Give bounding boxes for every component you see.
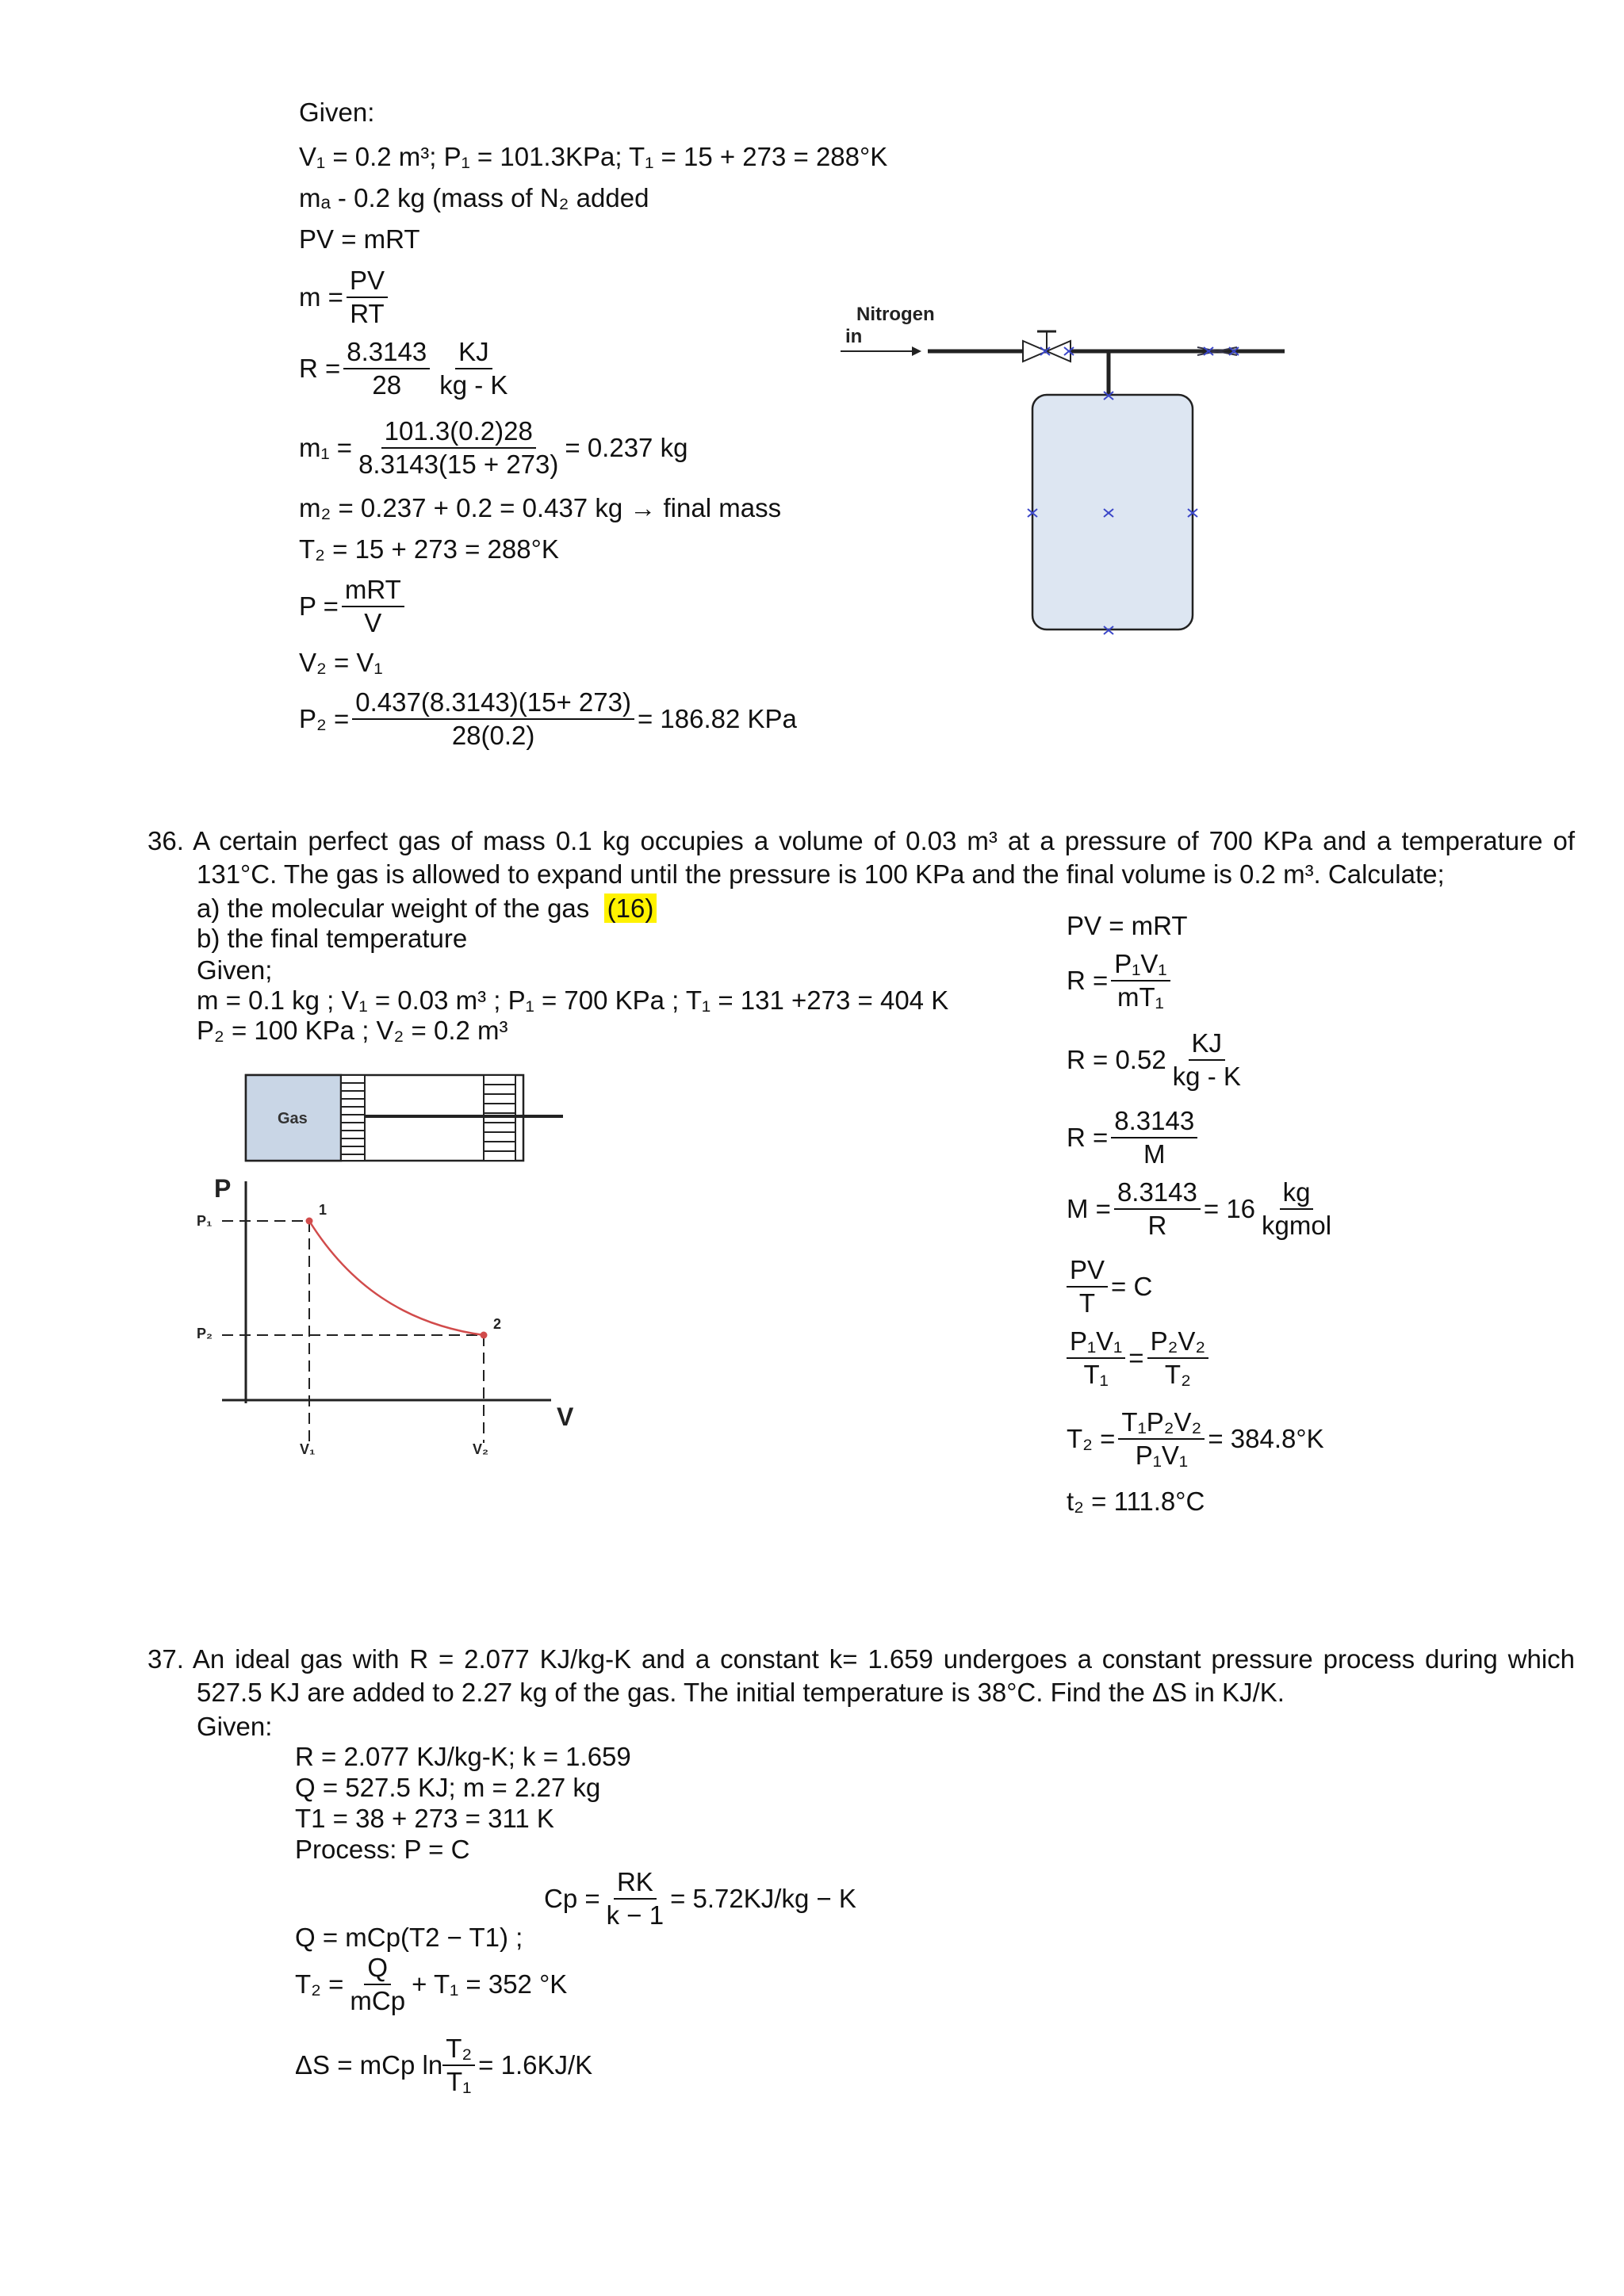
problem-37-given-line-1: R = 2.077 KJ/kg-K; k = 1.659 [295,1742,631,1771]
equation-cp: Cp = $\frac{RK}{k - 1}$ = 5.72KJ/kg − K [544,1867,856,1930]
equation-delta-s: ΔS = mCp ln $\frac{\text{T₂}}{\text{T₁}}$ = 1.6KJ/K [295,2034,593,2096]
problem-37-given: Given: [197,1712,273,1741]
problem-36-given: Given; [197,955,273,985]
p2-label: P₂ [197,1326,213,1341]
pv-diagram [190,1173,587,1475]
equation-p: P = $\frac{\text{mRT}}{V}$ [299,574,408,638]
equation-t2-37: T₂ = $\frac{Q}{\text{mCp}}$ + T₁ = 352 °K [295,1953,568,2015]
sol36-eq3: R = 0.52 $\frac{KJ}{kg - K}$ [1067,1028,1241,1091]
v-axis-label: V [557,1402,574,1431]
marks-highlight: (16) [604,894,657,923]
gas-label: Gas [278,1110,308,1127]
sol36-eq2: R = $\frac{\text{P₁V₁}}{\text{mT₁}}$ [1067,948,1174,1012]
sol36-eq5: M = $\frac{8.3143}{R}$ = 16 $\frac{kg}{\text{kgmol}}$ [1067,1177,1332,1240]
equation-m1: m₁ = $\frac{101.3(0.2)28}{8.3143(15 + 273)}$ = 0.237 kg [299,416,688,479]
sol36-eq1: PV = mRT [1067,911,1188,940]
problem-36-given-line-2: P₂ = 100 KPa ; V₂ = 0.2 m³ [197,1016,508,1045]
piston-cylinder-diagram [238,1070,571,1165]
equation-m2: m₂ = 0.237 + 0.2 = 0.437 kg → final mass [299,493,782,522]
equation-p2: P₂ = $\frac{0.437(8.3143)(15+ 273)}{28(0.2)}$ = 186.82 KPa [299,687,797,750]
problem-36-given-line-1: m = 0.1 kg ; V₁ = 0.03 m³ ; P₁ = 700 KPa ; T₁ = 131 +273 = 404 K [197,985,949,1015]
sol36-eq6: $\frac{PV}{T}$ = C [1067,1254,1152,1318]
equation-r: R = $\frac{8.3143}{28}$ $\frac{KJ}{kg - K}$ [299,337,508,400]
problem-37-given-line-3: T1 = 38 + 273 = 311 K [295,1804,554,1833]
equation-v2: V₂ = V₁ [299,648,383,677]
problem-36-part-a: a) the molecular weight of the gas (16) [197,893,657,924]
sol36-eq8: T₂ = $\frac{\text{T₁P₂V₂}}{\text{P₁V₁}}$ = 384.8°K [1067,1407,1324,1470]
problem-36-part-b: b) the final temperature [197,924,468,953]
equation-gas-law: PV = mRT [299,224,420,254]
problem-37-statement: 37. An ideal gas with R = 2.077 KJ/kg-K and a constant k= 1.659 undergoes a constant pressure process during which 527.5 KJ are added to 2.27 kg of the gas. The initial temperature is 38°C. Find the ΔS in KJ/K. [147,1644,1575,1707]
given-line-2: mₐ - 0.2 kg (mass of N₂ added [299,183,649,212]
p-axis-label: P [214,1174,232,1203]
problem-36-statement: 36. A certain perfect gas of mass 0.1 kg occupies a volume of 0.03 m³ at a pressure of 700 KPa and a temperature of 131°C. The gas is allowed to expand until the pressure is 100 KPa and the final volume is 0.2 m³. Calculate; [147,826,1575,889]
equation-m: m = $\frac{PV}{RT}$ [299,265,391,329]
given-label: Given: [299,98,375,127]
nitrogen-tank-diagram [809,301,1300,642]
p1-label: P₁ [197,1213,213,1229]
sol36-eq7: $\frac{\text{P₁V₁}}{\text{T₁}}$ = $\frac{\text{P₂V₂}}{\text{T₂}}$ [1067,1326,1212,1390]
problem-37-given-line-2: Q = 527.5 KJ; m = 2.27 kg [295,1773,601,1802]
state-2-label: 2 [493,1316,502,1332]
state-1-label: 1 [319,1202,327,1218]
problem-37-process: Process: P = C [295,1835,470,1864]
sol36-eq9: t₂ = 111.8°C [1067,1487,1205,1516]
v1-label: V₁ [300,1441,316,1457]
v2-label: V₂ [473,1441,489,1457]
equation-t2: T₂ = 15 + 273 = 288°K [299,534,559,564]
nitrogen-label: Nitrogen [856,304,935,325]
equation-q: Q = mCp(T2 − T1) ; [295,1923,523,1952]
in-label: in [845,326,863,347]
sol36-eq4: R = $\frac{8.3143}{M}$ [1067,1105,1201,1169]
given-line-1: V₁ = 0.2 m³; P₁ = 101.3KPa; T₁ = 15 + 273 = 288°K [299,142,888,171]
